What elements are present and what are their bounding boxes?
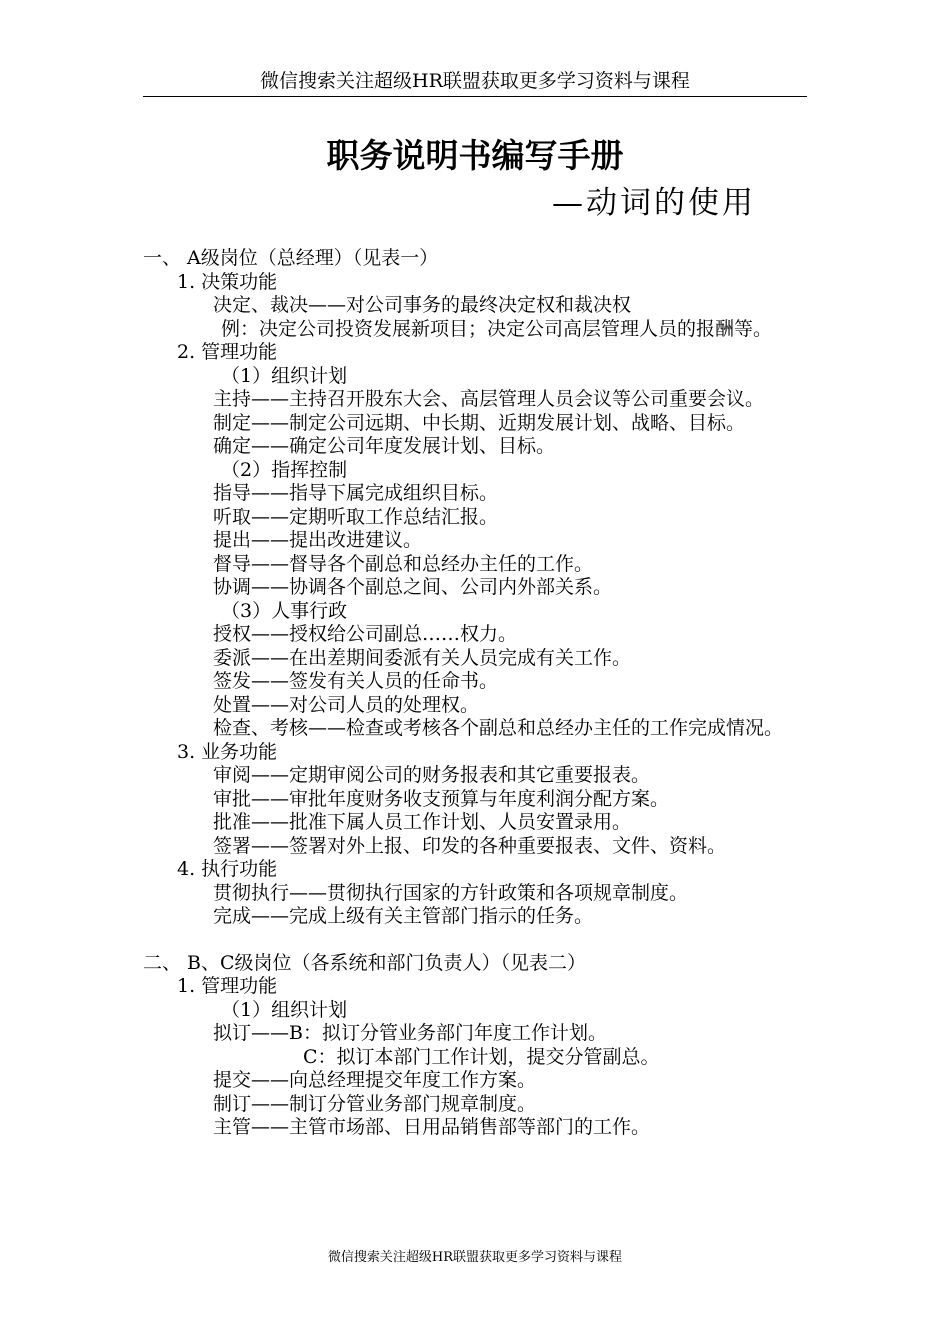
sub-subsection-heading: （3）人事行政 bbox=[221, 599, 348, 622]
text-line: 处置——对公司人员的处理权。 bbox=[213, 693, 480, 716]
subsection-heading: 1. 管理功能 bbox=[177, 975, 278, 997]
text-line: 指导——指导下属完成组织目标。 bbox=[213, 482, 499, 504]
text-line: 主持——主持召开股东大会、高层管理人员会议等公司重要会议。 bbox=[213, 388, 765, 410]
text-line: C：拟订本部门工作计划，提交分管副总。 bbox=[303, 1045, 660, 1068]
text-line: 拟订——B：拟订分管业务部门年度工作计划。 bbox=[213, 1022, 607, 1044]
text-line: 制订——制订分管业务部门规章制度。 bbox=[213, 1092, 537, 1115]
subsection-heading: 3. 业务功能 bbox=[177, 740, 278, 763]
sub-subsection-heading: （1）组织计划 bbox=[221, 364, 348, 387]
text-line: 主管——主管市场部、日用品销售部等部门的工作。 bbox=[213, 1116, 651, 1138]
section-heading: 二、 B、C级岗位（各系统和部门负责人）（见表二） bbox=[143, 951, 587, 974]
spacer bbox=[143, 929, 813, 952]
text-line: 批准——批准下属人员工作计划、人员安置录用。 bbox=[213, 811, 632, 833]
sub-subsection-heading: （2）指挥控制 bbox=[221, 458, 348, 481]
text-line: 检查、考核——检查或考核各个副总和总经办主任的工作完成情况。 bbox=[213, 717, 784, 739]
document-subtitle: —动词的使用 bbox=[552, 185, 756, 221]
section-heading: 一、 A级岗位（总经理）（见表一） bbox=[143, 247, 439, 269]
page-header: 微信搜索关注超级HR联盟获取更多学习资料与课程 bbox=[260, 70, 690, 92]
text-line: 审批——审批年度财务收支预算与年度利润分配方案。 bbox=[213, 787, 670, 810]
text-line: 贯彻执行——贯彻执行国家的方针政策和各项规章制度。 bbox=[213, 881, 689, 904]
text-line: 确定——确定公司年度发展计划、目标。 bbox=[213, 435, 556, 457]
header-rule bbox=[143, 96, 807, 97]
subsection-heading: 1. 决策功能 bbox=[177, 270, 278, 293]
text-line: 例：决定公司投资发展新项目；决定公司高层管理人员的报酬等。 bbox=[221, 317, 773, 340]
text-line: 委派——在出差期间委派有关人员完成有关工作。 bbox=[213, 646, 632, 669]
text-line: 提出——提出改进建议。 bbox=[213, 529, 423, 551]
text-line: 协调——协调各个副总之间、公司内外部关系。 bbox=[213, 576, 613, 598]
text-line: 完成——完成上级有关主管部门指示的任务。 bbox=[213, 905, 594, 927]
text-line: 提交——向总经理提交年度工作方案。 bbox=[213, 1069, 537, 1091]
subsection-heading: 2. 管理功能 bbox=[177, 341, 278, 363]
text-line: 听取——定期听取工作总结汇报。 bbox=[213, 505, 499, 528]
document-title: 职务说明书编写手册 bbox=[326, 136, 624, 175]
subsection-heading: 4. 执行功能 bbox=[177, 858, 278, 880]
text-line: 督导——督导各个副总和总经办主任的工作。 bbox=[213, 552, 594, 575]
sub-subsection-heading: （1）组织计划 bbox=[221, 998, 348, 1021]
text-line: 制定——制定公司远期、中长期、近期发展计划、战略、目标。 bbox=[213, 411, 746, 434]
text-line: 决定、裁决——对公司事务的最终决定权和裁决权 bbox=[213, 294, 632, 316]
text-line: 签发——签发有关人员的任命书。 bbox=[213, 670, 499, 692]
text-line: 签署——签署对外上报、印发的各种重要报表、文件、资料。 bbox=[213, 834, 727, 857]
text-line: 授权——授权给公司副总……权力。 bbox=[213, 623, 518, 645]
page-footer: 微信搜索关注超级HR联盟获取更多学习资料与课程 bbox=[327, 1250, 623, 1265]
document-body bbox=[143, 247, 813, 1140]
text-line: 审阅——定期审阅公司的财务报表和其它重要报表。 bbox=[213, 764, 651, 786]
